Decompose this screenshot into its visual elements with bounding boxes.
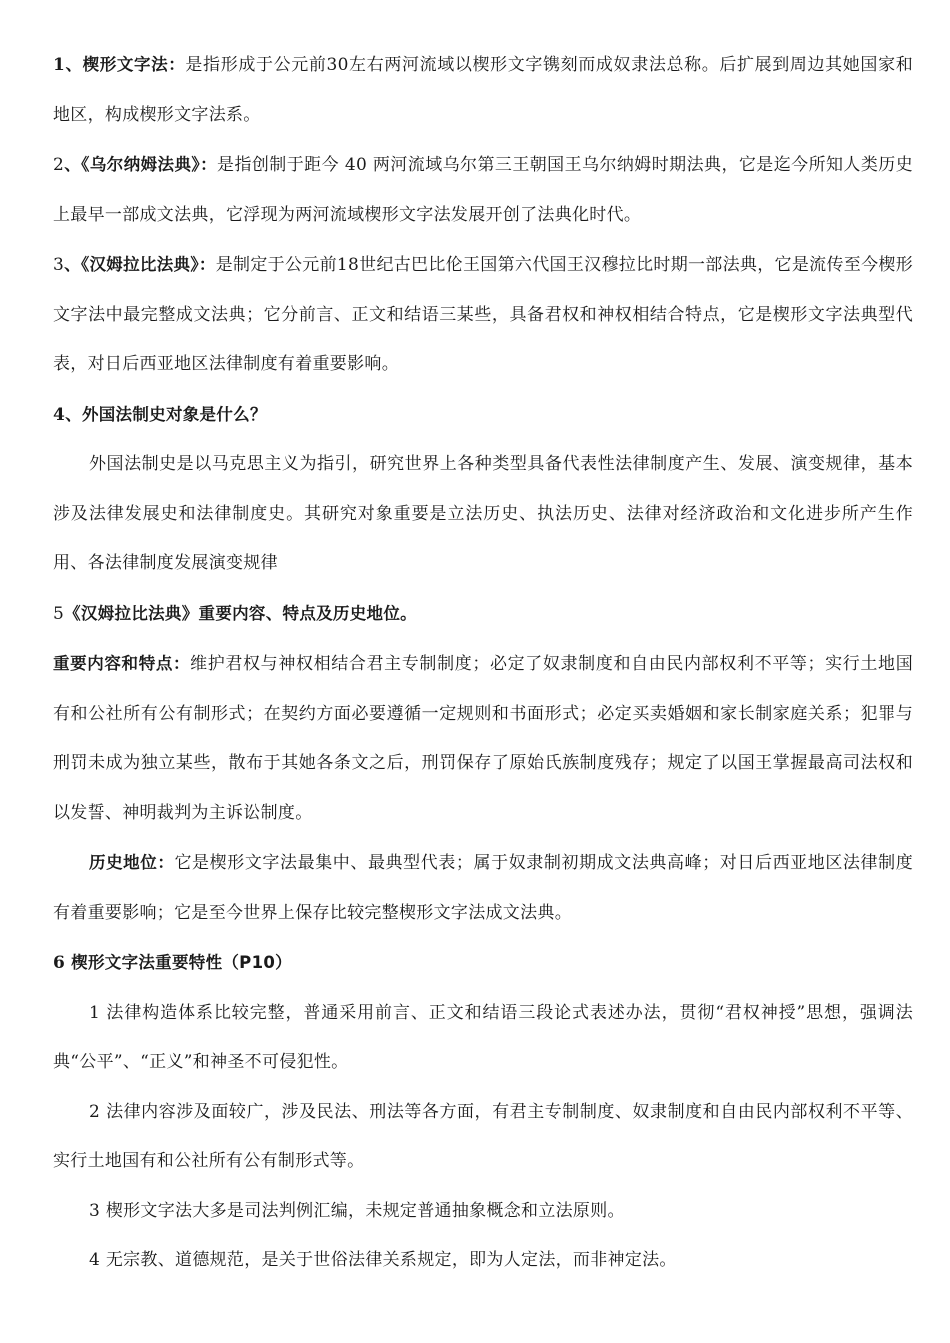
- section-5-history-text: 它是楔形文字法最集中、最典型代表；属于奴隶制初期成文法典高峰；对日后西亚地区法律制度有着重要影响；它是至今世界上保存比较完整楔形文字法成文法典。: [53, 853, 914, 923]
- section-4-body: [53, 440, 913, 589]
- section-6-item: [53, 1088, 913, 1187]
- section-4-heading: 、外国法制史对象是什么？: [65, 404, 267, 424]
- section-6-item-text: 2 法律内容涉及面较广，涉及民法、刑法等各方面，有君主专制制度、奴隶制度和自由民内部权利不平等、实行土地国有和公社所有公有制形式等。: [53, 1101, 913, 1171]
- section-6-number: 6: [53, 953, 66, 973]
- section-5-heading-line: [53, 589, 913, 640]
- section-6-item-text: 1 法律构造体系比较完整，普通采用前言、正文和结语三段论式表述办法，贯彻“君权神授”思想，强调法典“公平”、“正义”和神圣不可侵犯性。: [53, 1002, 913, 1072]
- section-6-item: [53, 989, 913, 1088]
- section-5-content-heading: 重要内容和特点：: [53, 654, 191, 673]
- section-6-item: [53, 1187, 913, 1237]
- section-1: [53, 40, 913, 140]
- section-2-number: 2: [53, 155, 65, 175]
- section-5-history: [53, 838, 913, 938]
- section-1-number: 1: [53, 55, 66, 75]
- section-3-text: 是制定于公元前18世纪古巴比伦王国第六代国王汉穆拉比时期一部法典，它是流传至今楔形文字法中最完整成文法典；它分前言、正文和结语三某些，具备君权和神权相结合特点，它是楔形文字法典型代表，对日后西亚地区法律制度有着重要影响。: [53, 255, 914, 374]
- section-5-history-heading: 历史地位：: [89, 853, 175, 872]
- section-5-heading: 《汉姆拉比法典》重要内容、特点及历史地位。: [64, 603, 417, 623]
- section-1-heading: 、楔形文字法：: [65, 55, 186, 74]
- section-3-number: 3: [53, 255, 65, 275]
- section-3-heading: 、《汉姆拉比法典》：: [64, 255, 216, 274]
- section-2-heading: 、《乌尔纳姆法典》：: [64, 155, 218, 174]
- section-3: [53, 240, 913, 390]
- section-6-item-text: 4 无宗教、道德规范，是关于世俗法律关系规定，即为人定法，而非神定法。: [89, 1250, 677, 1270]
- document-page: [53, 40, 913, 1286]
- section-1-text: 是指形成于公元前30左右两河流域以楔形文字镌刻而成奴隶法总称。后扩展到周边其她国家和地区，构成楔形文字法系。: [53, 55, 913, 125]
- section-2: [53, 140, 913, 240]
- section-6-heading-line: [53, 938, 913, 989]
- section-2-text: 是指创制于距今 40 两河流域乌尔第三王朝国王乌尔纳姆时期法典，它是迄今所知人类历史上最早一部成文法典，它浮现为两河流域楔形文字法发展开创了法典化时代。: [53, 155, 914, 225]
- section-4-number: 4: [53, 404, 66, 425]
- section-5-number: 5: [53, 603, 65, 624]
- section-6-item-text: 3 楔形文字法大多是司法判例汇编，未规定普通抽象概念和立法原则。: [89, 1200, 625, 1221]
- section-6-heading: 楔形文字法重要特性（P10）: [65, 953, 292, 972]
- section-4-text: 外国法制史是以马克思主义为指引，研究世界上各种类型具备代表性法律制度产生、发展、演变规律，基本涉及法律发展史和法律制度史。其研究对象重要是立法历史、执法历史、法律对经济政治和文化进步所产生作用、各法律制度发展演变规律: [53, 454, 913, 573]
- section-4-heading-line: [53, 390, 913, 441]
- section-5-content-text: 维护君权与神权相结合君主专制制度；必定了奴隶制度和自由民内部权利不平等；实行土地国有和公社所有公有制形式；在契约方面必要遵循一定规则和书面形式；必定买卖婚姻和家长制家庭关系；犯罪与刑罚未成为独立某些，散布于其她各条文之后，刑罚保存了原始氏族制度残存；规定了以国王掌握最高司法权和以发誓、神明裁判为主诉讼制度。: [53, 654, 913, 823]
- section-6-item: [53, 1236, 913, 1286]
- section-5-content: [53, 639, 913, 838]
